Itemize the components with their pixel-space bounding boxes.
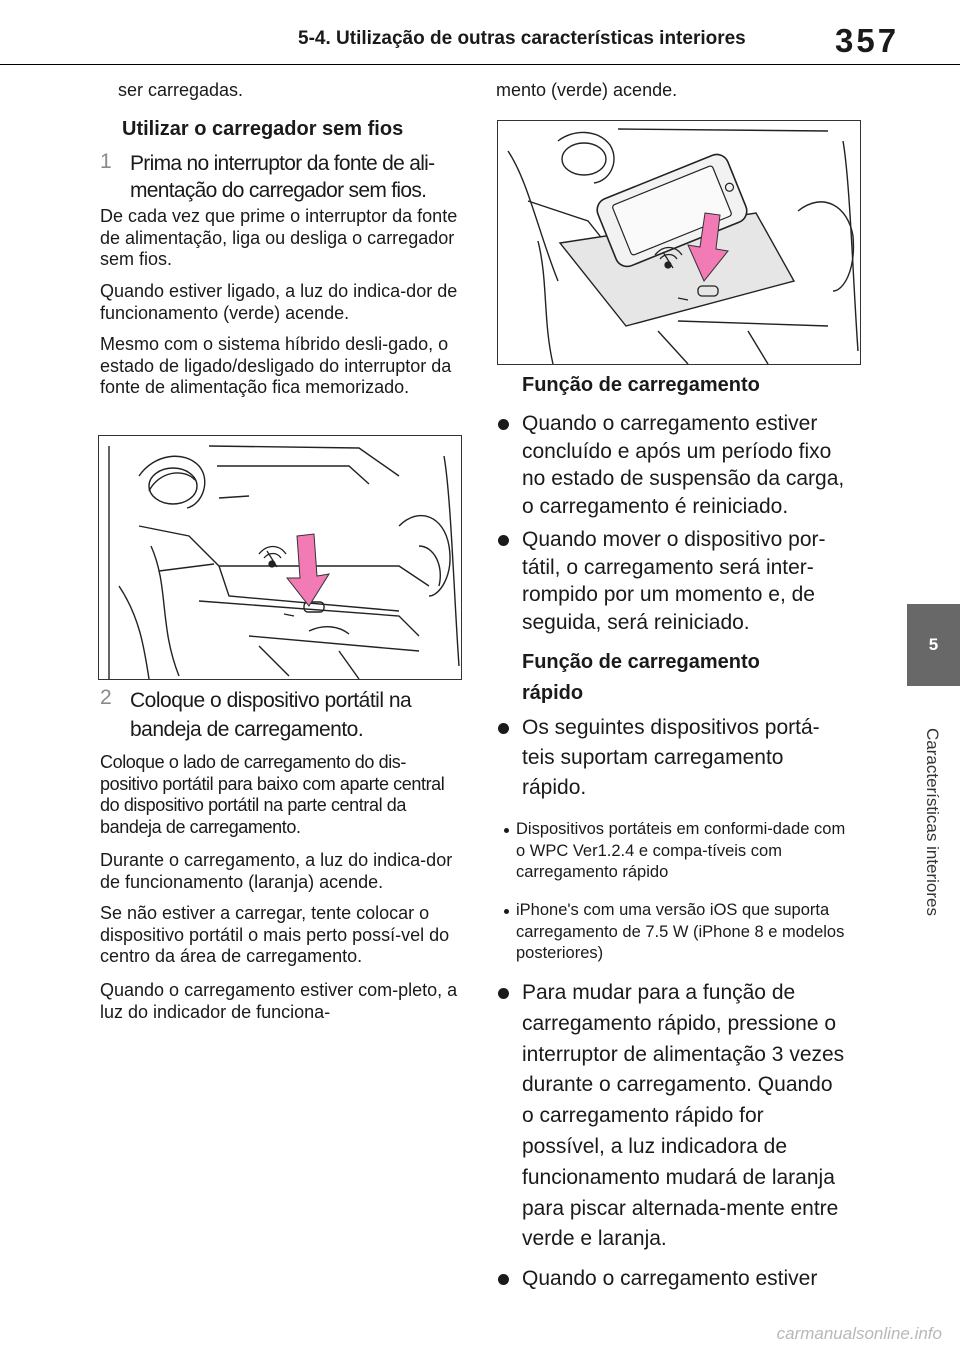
bullet-2-text: Quando mover o dispositivo por-tátil, o carregamento será inter-rompido por um momento e, de seguida, será reiniciado. xyxy=(522,528,826,634)
bullet-icon xyxy=(498,1274,509,1285)
step-2-text: Coloque o dispositivo portátil na bandeja de carregamento. xyxy=(130,689,412,741)
bullet-5-text: Quando o carregamento estiver xyxy=(522,1267,818,1290)
step-1 xyxy=(100,150,468,204)
header-divider xyxy=(0,64,960,65)
figure-place-device-drawing xyxy=(498,121,860,364)
chapter-label xyxy=(904,700,960,945)
heading-charging-function: Função de carregamento xyxy=(522,374,760,396)
sub-item-1 xyxy=(496,819,858,884)
step-1-number: 1 xyxy=(100,150,112,173)
bullet-4-text: Para mudar para a função de carregamento rápido, pressione o interruptor de alimentação 3 vezes durante o carregamento. Quando o carregamento rápido for possível, a luz indicadora de funcionamento mudará de laranja para piscar alternada-mente entre verde e laranja. xyxy=(522,981,845,1251)
para-not-charging: Se não estiver a carregar, tente colocar o dispositivo portátil o mais perto possí-vel do centro da área de carregamento. xyxy=(100,903,450,966)
para-place-device: Coloque o lado de carregamento do dis-positivo portátil para baixo com aparte central do dispositivo portátil na parte central da bandeja de carregamento. xyxy=(100,752,445,837)
chapter-label-text: Características interiores xyxy=(923,728,942,917)
figure-power-switch-drawing xyxy=(99,436,461,679)
chapter-tab[interactable]: 5 xyxy=(907,604,960,686)
intro-text: ser carregadas. xyxy=(118,80,244,100)
bullet-item-2 xyxy=(496,526,858,636)
step-2 xyxy=(100,686,468,744)
figure-place-device xyxy=(497,120,861,365)
para-switch-toggle: De cada vez que prime o interruptor da fonte de alimentação, liga ou desliga o carregador sem fios. xyxy=(100,206,458,269)
para-orange-light: Durante o carregamento, a luz do indica-dor de funcionamento (laranja) acende. xyxy=(100,850,453,892)
heading-use-charger: Utilizar o carregador sem fios xyxy=(122,118,404,140)
bullet-item-1 xyxy=(496,410,858,520)
bullet-icon xyxy=(498,723,509,734)
sub-1-text: Dispositivos portáteis em conformi-dade com o WPC Ver1.2.4 e compa-tíveis com carregamento rápido xyxy=(516,820,846,881)
heading-fast-charging-line-2: rápido xyxy=(522,682,584,704)
sub-bullet-icon xyxy=(504,828,509,833)
bullet-item-5 xyxy=(496,1264,858,1294)
para-green-light: Quando estiver ligado, a luz do indica-dor de funcionamento (verde) acende. xyxy=(100,281,458,323)
para-memorized: Mesmo com o sistema híbrido desli-gado, o estado de ligado/desligado do interruptor da fonte de alimentação fica memorizado. xyxy=(100,334,452,397)
section-title: 5-4. Utilização de outras características interiores xyxy=(298,28,746,49)
bullet-icon xyxy=(498,419,509,430)
step-2-number: 2 xyxy=(100,686,112,709)
page-number: 357 xyxy=(835,22,900,59)
step-1-text: Prima no interruptor da fonte de ali-mentação do carregador sem fios. xyxy=(130,152,435,202)
bullet-icon xyxy=(498,988,509,999)
sub-item-2 xyxy=(496,900,858,965)
watermark: carmanualsonline.info xyxy=(776,1324,942,1343)
pink-arrow-icon xyxy=(287,534,329,606)
figure-power-switch xyxy=(98,435,462,680)
sub-bullet-icon xyxy=(504,909,509,914)
continued-text: mento (verde) acende. xyxy=(496,80,678,100)
bullet-item-3 xyxy=(496,713,858,803)
heading-fast-charging xyxy=(522,647,760,709)
bullet-3-text: Os seguintes dispositivos portá-teis suportam carregamento rápido. xyxy=(522,716,820,799)
bullet-item-4 xyxy=(496,978,858,1255)
heading-fast-charging-line-1: Função de carregamento xyxy=(522,651,760,673)
bullet-1-text: Quando o carregamento estiver concluído e após um período fixo no estado de suspensão da carga, o carregamento é reiniciado. xyxy=(522,412,845,518)
bullet-icon xyxy=(498,535,509,546)
para-charge-complete: Quando o carregamento estiver com-pleto, a luz do indicador de funciona- xyxy=(100,980,458,1022)
sub-2-text: iPhone's com uma versão iOS que suporta carregamento de 7.5 W (iPhone 8 e modelos posteriores) xyxy=(516,901,845,962)
